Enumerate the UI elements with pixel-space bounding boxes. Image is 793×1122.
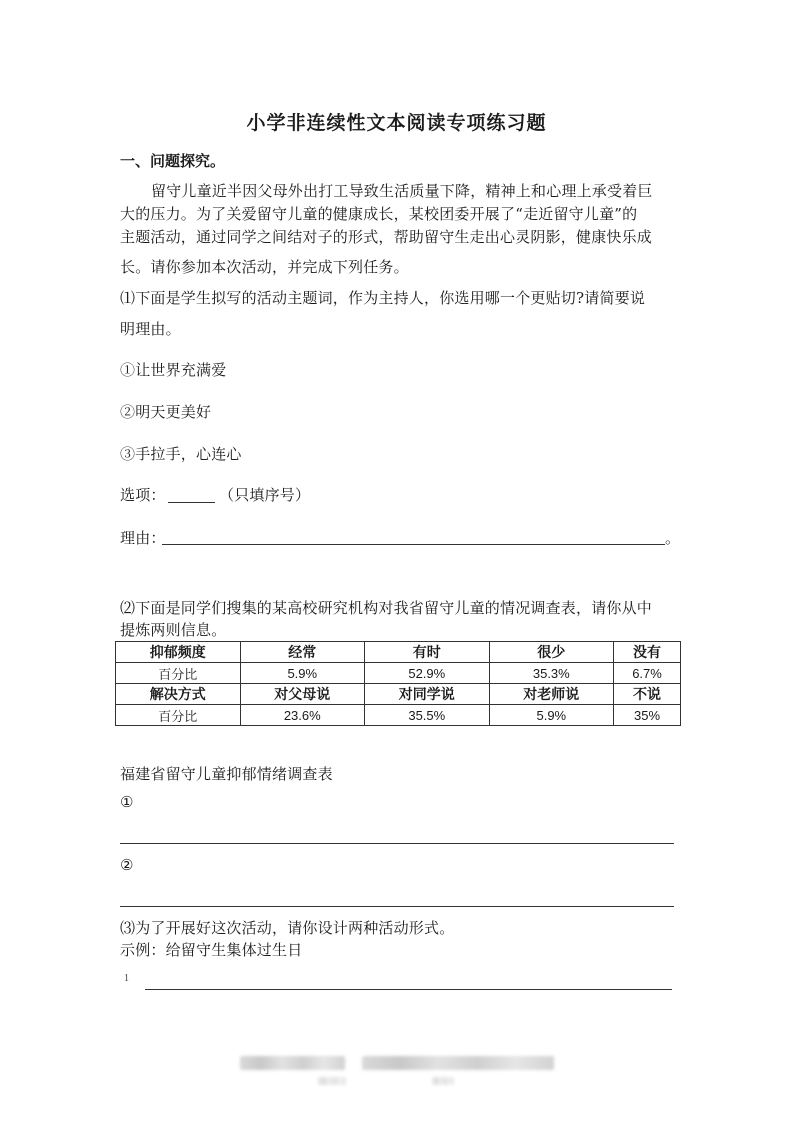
table-row: [116, 663, 681, 684]
table-cell: 23.6%: [240, 705, 365, 726]
q1-choice-answer-line[interactable]: [168, 502, 215, 503]
table-cell: 对同学说: [365, 684, 490, 705]
table-row: [116, 642, 681, 663]
table-caption: 福建省留守儿童抑郁情绪调查表: [120, 765, 333, 783]
q1-choice-label: 选项：: [120, 486, 166, 504]
table-cell: 52.9%: [365, 663, 490, 684]
table-cell: 35.5%: [365, 705, 490, 726]
q2-line-2: 提炼两则信息。: [120, 621, 227, 639]
q2-line-1: ⑵下面是同学们搜集的某高校研究机构对我省留守儿童的情况调查表，请你从中: [120, 599, 653, 617]
table-cell: 35.3%: [489, 663, 614, 684]
intro-line-3: 主题活动，通过同学之间结对子的形式，帮助留守生走出心灵阴影，健康快乐成: [120, 228, 653, 246]
q1-line-1: ⑴下面是学生拟写的活动主题词，作为主持人，你选用哪一个更贴切?请简要说: [120, 289, 646, 307]
q3-answer-line-1[interactable]: [145, 989, 672, 990]
table-cell: 35%: [614, 705, 681, 726]
survey-table: [115, 641, 681, 726]
table-cell: 对老师说: [489, 684, 614, 705]
table-cell: 不说: [614, 684, 681, 705]
q2-answer-line-2[interactable]: [120, 906, 674, 907]
q1-option-1: ①让世界充满爱: [120, 361, 227, 379]
table-row: [116, 684, 681, 705]
blurred-footer-watermark: [318, 1077, 346, 1085]
table-cell: 解决方式: [116, 684, 241, 705]
table-cell: 有时: [365, 642, 490, 663]
q3-marker: 1: [124, 973, 129, 984]
table-cell: 5.9%: [240, 663, 365, 684]
blurred-footer-watermark: [362, 1056, 554, 1070]
intro-line-4: 长。请你参加本次活动，并完成下列任务。: [120, 258, 409, 276]
table-cell: 6.7%: [614, 663, 681, 684]
q1-option-2: ②明天更美好: [120, 403, 212, 421]
intro-line-2: 大的压力。为了关爱留守儿童的健康成长，某校团委开展了“走近留守儿童”的: [120, 205, 638, 223]
section-heading: 一、问题探究。: [120, 152, 226, 170]
table-row: [116, 705, 681, 726]
q3-example: 示例：给留守生集体过生日: [120, 941, 303, 959]
table-cell: 抑郁频度: [116, 642, 241, 663]
page-title: 小学非连续性文本阅读专项练习题: [246, 112, 547, 134]
q1-option-3: ③手拉手，心连心: [120, 445, 242, 463]
table-cell: 经常: [240, 642, 365, 663]
table-cell: 百分比: [116, 663, 241, 684]
intro-line-1: 留守儿童近半因父母外出打工导致生活质量下降，精神上和心理上承受着巨: [151, 182, 653, 200]
q1-reason-end: 。: [665, 529, 681, 547]
table-cell: 对父母说: [240, 684, 365, 705]
q3-line: ⑶为了开展好这次活动，请你设计两种活动形式。: [120, 919, 455, 937]
table-cell: 5.9%: [489, 705, 614, 726]
q1-reason-label: 理由：: [120, 529, 166, 547]
blurred-footer-watermark: [432, 1077, 454, 1085]
q1-choice-note: （只填序号）: [219, 486, 311, 504]
table-cell: 没有: [614, 642, 681, 663]
q2-marker-1: ①: [120, 793, 134, 811]
q2-answer-line-1[interactable]: [120, 843, 674, 844]
q1-reason-answer-line[interactable]: [162, 544, 665, 545]
table-cell: 百分比: [116, 705, 241, 726]
q2-marker-2: ②: [120, 856, 134, 874]
blurred-footer-watermark: [240, 1056, 345, 1070]
table-cell: 很少: [489, 642, 614, 663]
q1-line-2: 明理由。: [120, 320, 181, 338]
